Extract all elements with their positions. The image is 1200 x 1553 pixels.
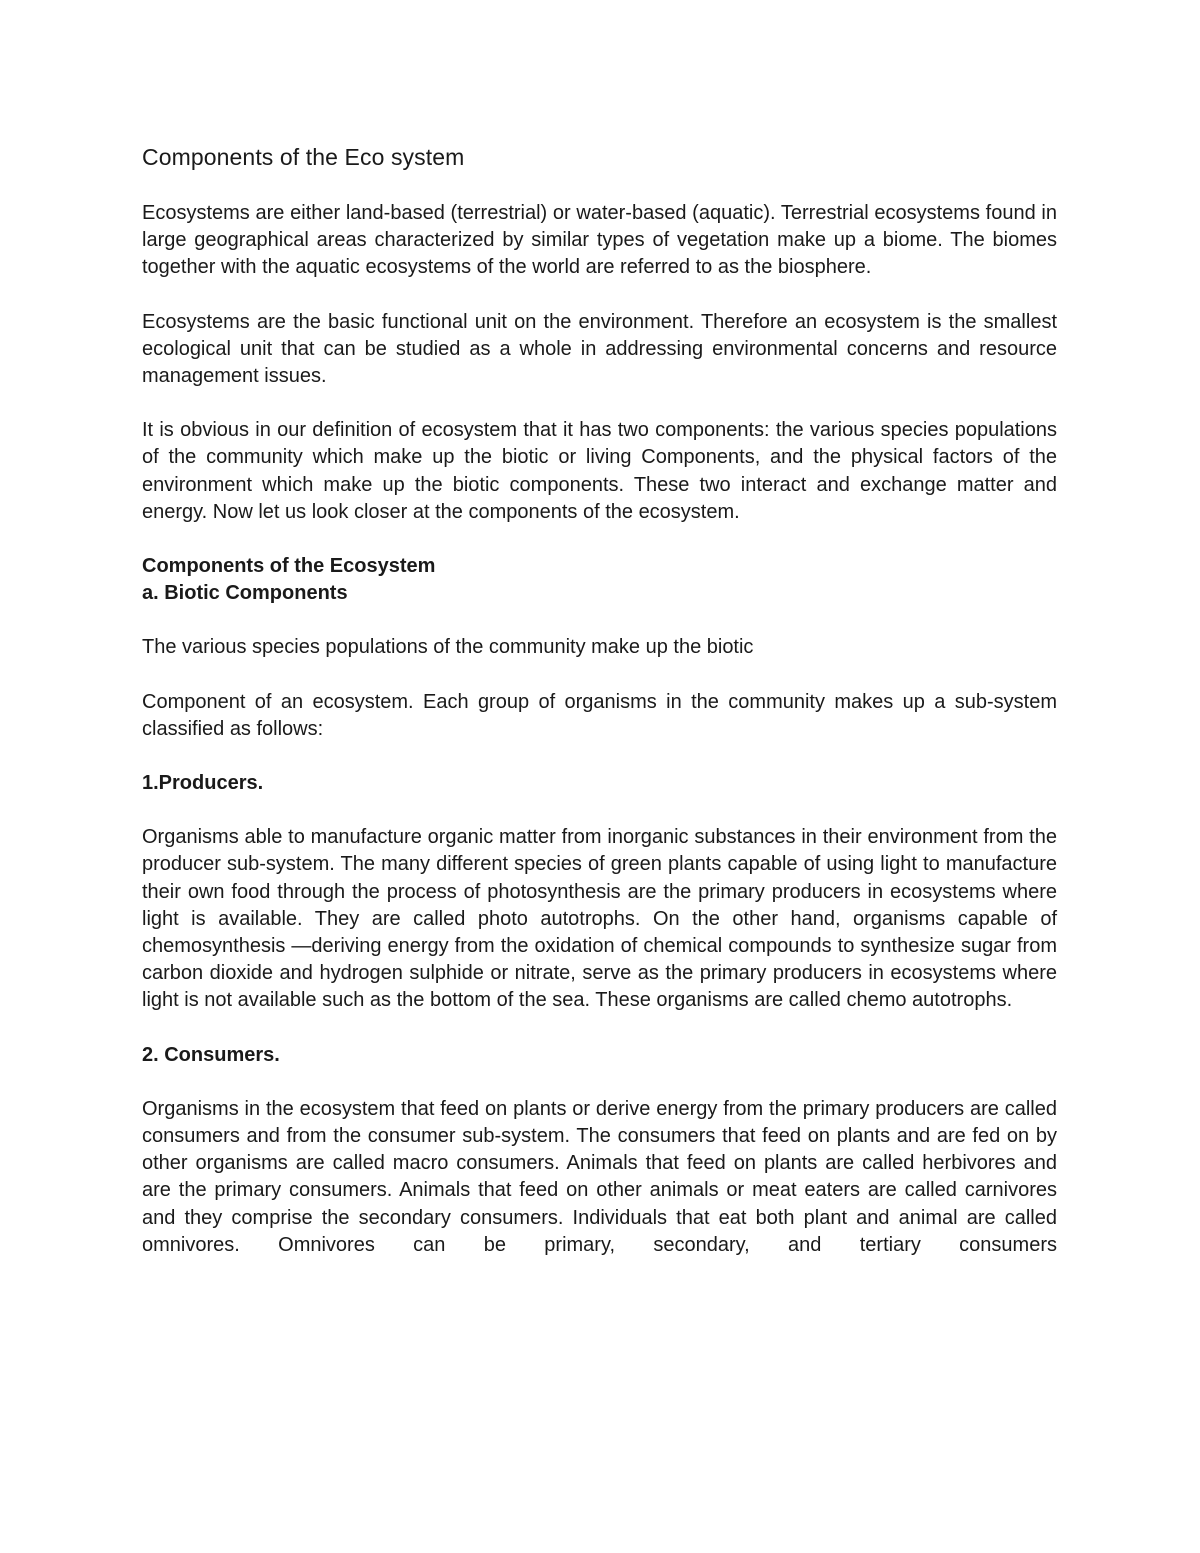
- biotic-paragraph-2: Component of an ecosystem. Each group of organisms in the community makes up a sub-system classified as follows:: [142, 690, 1057, 740]
- intro-paragraph-2: Ecosystems are the basic functional unit on the environment. Therefore an ecosystem is the smallest ecological unit that can be studied as a whole in addressing environmental concerns and resource management issues.: [142, 310, 1057, 388]
- document-page: [142, 140, 1057, 1259]
- producers-heading: 1.Producers.: [142, 772, 264, 795]
- intro-paragraph-3: It is obvious in our definition of ecosystem that it has two components: the various species populations of the community which make up the biotic or living Components, and the physical factors of the environment which make up the biotic components. These two interact and exchange matter and energy. Now let us look closer at the components of the ecosystem.: [142, 419, 1057, 523]
- intro-paragraph-1: Ecosystems are either land-based (terrestrial) or water-based (aquatic). Terrestrial ecosystems found in large geographical areas characterized by similar types of vegetation make up a biome. The biomes together with the aquatic ecosystems of the world are referred to as the biosphere.: [142, 202, 1057, 279]
- consumers-heading: 2. Consumers.: [142, 1043, 280, 1066]
- biotic-paragraph-1: The various species populations of the community make up the biotic: [142, 636, 754, 659]
- document-title: Components of the Eco system: [142, 144, 465, 170]
- subsection-heading: a. Biotic Components: [142, 582, 348, 605]
- section-heading: Components of the Ecosystem: [142, 555, 436, 578]
- consumers-paragraph: Organisms in the ecosystem that feed on plants or derive energy from the primary producers are called consumers and from the consumer sub-system. The consumers that feed on plants and are fed on by other organisms are called macro consumers. Animals that feed on plants are called herbivores and are the primary consumers. Animals that feed on other animals or meat eaters are called carnivores and they comprise the secondary consumers. Individuals that eat both plant and animal are called omnivores. Omnivores can be primary, secondary, and tertiary consumers: [142, 1097, 1057, 1256]
- producers-paragraph: Organisms able to manufacture organic matter from inorganic substances in their environment from the producer sub-system. The many different species of green plants capable of using light to manufacture their own food through the process of photosynthesis are the primary producers in ecosystems where light is available. They are called photo autotrophs. On the other hand, organisms capable of chemosynthesis —deriving energy from the oxidation of chemical compounds to synthesize sugar from carbon dioxide and hydrogen sulphide or nitrate, serve as the primary producers in ecosystems where light is not available such as the bottom of the sea. These organisms are called chemo autotrophs.: [142, 826, 1057, 1012]
